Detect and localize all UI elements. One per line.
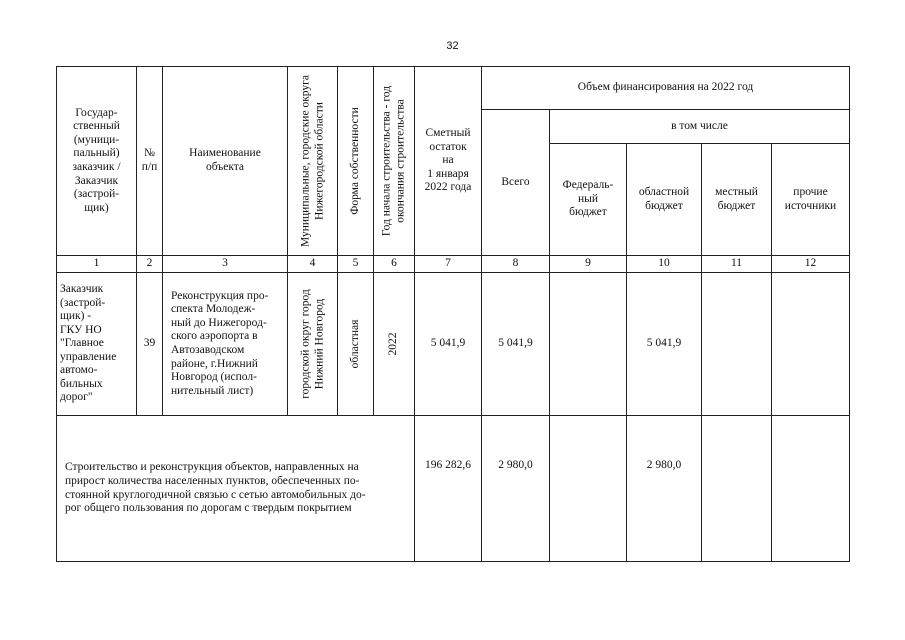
header-ownership-text: Форма собственности	[348, 107, 361, 215]
column-number: 11	[702, 256, 772, 273]
financing-table	[56, 66, 850, 562]
header-other: прочие источники	[772, 144, 850, 256]
row-other	[772, 273, 850, 416]
header-num: № п/п	[137, 67, 163, 256]
column-number: 1	[57, 256, 137, 273]
column-number: 3	[163, 256, 288, 273]
summary-total: 2 980,0	[482, 416, 550, 562]
summary-regional: 2 980,0	[627, 416, 702, 562]
page-number: 32	[446, 40, 459, 52]
header-funding-title: Объем финансирования на 2022 год	[482, 67, 850, 110]
summary-local	[702, 416, 772, 562]
column-number: 6	[374, 256, 415, 273]
column-number: 2	[137, 256, 163, 273]
header-including: в том числе	[550, 110, 850, 144]
header-total: Всего	[482, 110, 550, 256]
header-municipality	[288, 67, 338, 256]
header-regional: областной бюджет	[627, 144, 702, 256]
column-number: 8	[482, 256, 550, 273]
row-municipality-text: городской округ город Нижний Новгород	[298, 289, 325, 399]
header-ownership	[338, 67, 374, 256]
header-local: местный бюджет	[702, 144, 772, 256]
header-estimated-balance: Сметный остаток на 1 января 2022 года	[415, 67, 482, 256]
column-numbers-row	[57, 256, 850, 273]
summary-other	[772, 416, 850, 562]
row-total: 5 041,9	[482, 273, 550, 416]
table-row	[57, 273, 850, 416]
row-municipality	[288, 273, 338, 416]
row-ownership-text: областная	[348, 319, 361, 369]
header-federal: Федераль- ный бюджет	[550, 144, 627, 256]
row-federal	[550, 273, 627, 416]
row-years	[374, 273, 415, 416]
header-customer: Государ- ственный (муници- пальный) заказчик / Заказчик (застрой- щик)	[57, 67, 137, 256]
summary-row	[57, 416, 850, 562]
column-number: 9	[550, 256, 627, 273]
column-number: 10	[627, 256, 702, 273]
header-municipality-text: Муниципальные, городские округа Нижегородской области	[298, 75, 325, 247]
row-local	[702, 273, 772, 416]
column-number: 4	[288, 256, 338, 273]
summary-estimated-balance: 196 282,6	[415, 416, 482, 562]
header-years-text: Год начала строительства - год окончания строительства	[380, 85, 406, 237]
summary-federal	[550, 416, 627, 562]
column-number: 7	[415, 256, 482, 273]
row-ownership	[338, 273, 374, 416]
row-object-name: Реконструкция про- спекта Молодеж- ный до Нижегород- ского аэропорта в Автозаводском районе, г.Нижний Новгород (испол- нительный лист)	[163, 273, 288, 416]
row-num: 39	[137, 273, 163, 416]
row-years-text: 2022	[387, 332, 400, 356]
column-number: 5	[338, 256, 374, 273]
row-estimated-balance: 5 041,9	[415, 273, 482, 416]
row-regional: 5 041,9	[627, 273, 702, 416]
column-number: 12	[772, 256, 850, 273]
header-years	[374, 67, 415, 256]
summary-text: Строительство и реконструкция объектов, направленных на прирост количества населенных пунктов, обеспеченных по- стоянной круглогодичной связью с сетью автомобильных до- рог общего пользования по дорогам с твердым покрытием	[57, 416, 415, 562]
header-object-name: Наименование объекта	[163, 67, 288, 256]
row-customer: Заказчик (застрой- щик) - ГКУ НО "Главное управление автомо- бильных дорог"	[57, 273, 137, 416]
